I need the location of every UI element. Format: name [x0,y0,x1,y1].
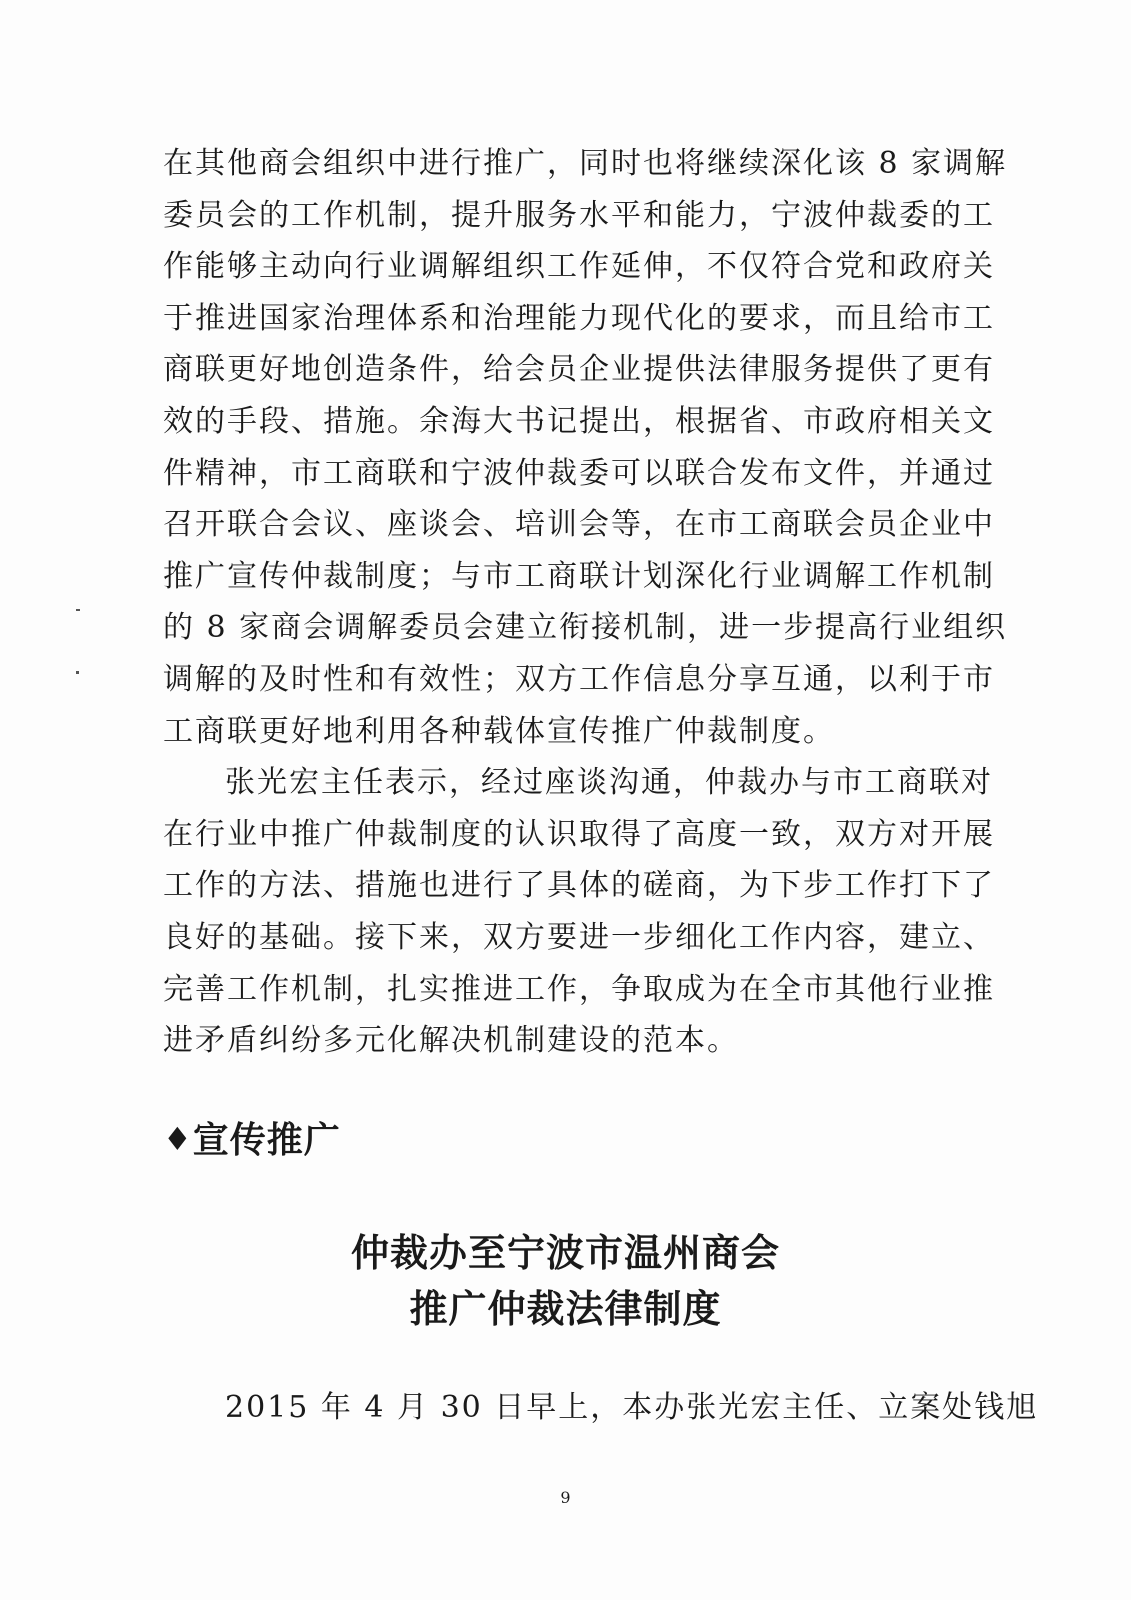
paragraph-line: 完善工作机制，扎实推进工作，争取成为在全市其他行业推 [163,971,995,1007]
paragraph-line: 良好的基础。接下来，双方要进一步细化工作内容，建立、 [163,919,995,955]
scan-speck [76,671,79,674]
paragraph-line: 张光宏主任表示，经过座谈沟通，仲裁办与市工商联对 [225,765,993,801]
article-title-line-1: 仲裁办至宁波市温州商会 [350,1230,780,1275]
paragraph-line: 效的手段、措施。余海大书记提出，根据省、市政府相关文 [163,403,995,439]
paragraph-line: 委员会的工作机制，提升服务水平和能力，宁波仲裁委的工 [163,197,995,233]
scan-speck [76,609,80,611]
paragraph-line: 进矛盾纠纷多元化解决机制建设的范本。 [163,1023,739,1059]
paragraph-line: 在行业中推广仲裁制度的认识取得了高度一致，双方对开展 [163,816,995,852]
paragraph-line: 于推进国家治理体系和治理能力现代化的要求，而且给市工 [163,300,995,336]
paragraph-line: 召开联合会议、座谈会、培训会等，在市工商联会员企业中 [163,507,995,543]
section-heading-text: 宣传推广 [192,1120,341,1161]
paragraph-line: 的 8 家商会调解委员会建立衔接机制，进一步提高行业组织 [163,610,1008,646]
article-lead-paragraph: 2015 年 4 月 30 日早上，本办张光宏主任、立案处钱旭 [225,1390,1039,1425]
paragraph-line: 调解的及时性和有效性；双方工作信息分享互通，以利于市 [163,661,995,697]
paragraph-line: 推广宣传仲裁制度；与市工商联计划深化行业调解工作机制 [163,558,995,594]
page-number: 9 [560,1488,571,1507]
paragraph-line: 工作的方法、措施也进行了具体的磋商，为下步工作打下了 [163,868,995,904]
article-title-line-2: 推广仲裁法律制度 [409,1286,722,1331]
paragraph-line: 作能够主动向行业调解组织工作延伸，不仅符合党和政府关 [163,249,995,285]
section-heading [163,1112,341,1163]
paragraph-line: 在其他商会组织中进行推广，同时也将继续深化该 8 家调解 [163,146,1008,181]
paragraph-line: 件精神，市工商联和宁波仲裁委可以联合发布文件，并通过 [163,455,995,491]
body-text [163,138,1008,1067]
diamond-bullet-icon: ♦ [163,1120,193,1158]
paragraph-line: 商联更好地创造条件，给会员企业提供法律服务提供了更有 [163,352,995,388]
paragraph-line: 工商联更好地利用各种载体宣传推广仲裁制度。 [163,713,835,749]
